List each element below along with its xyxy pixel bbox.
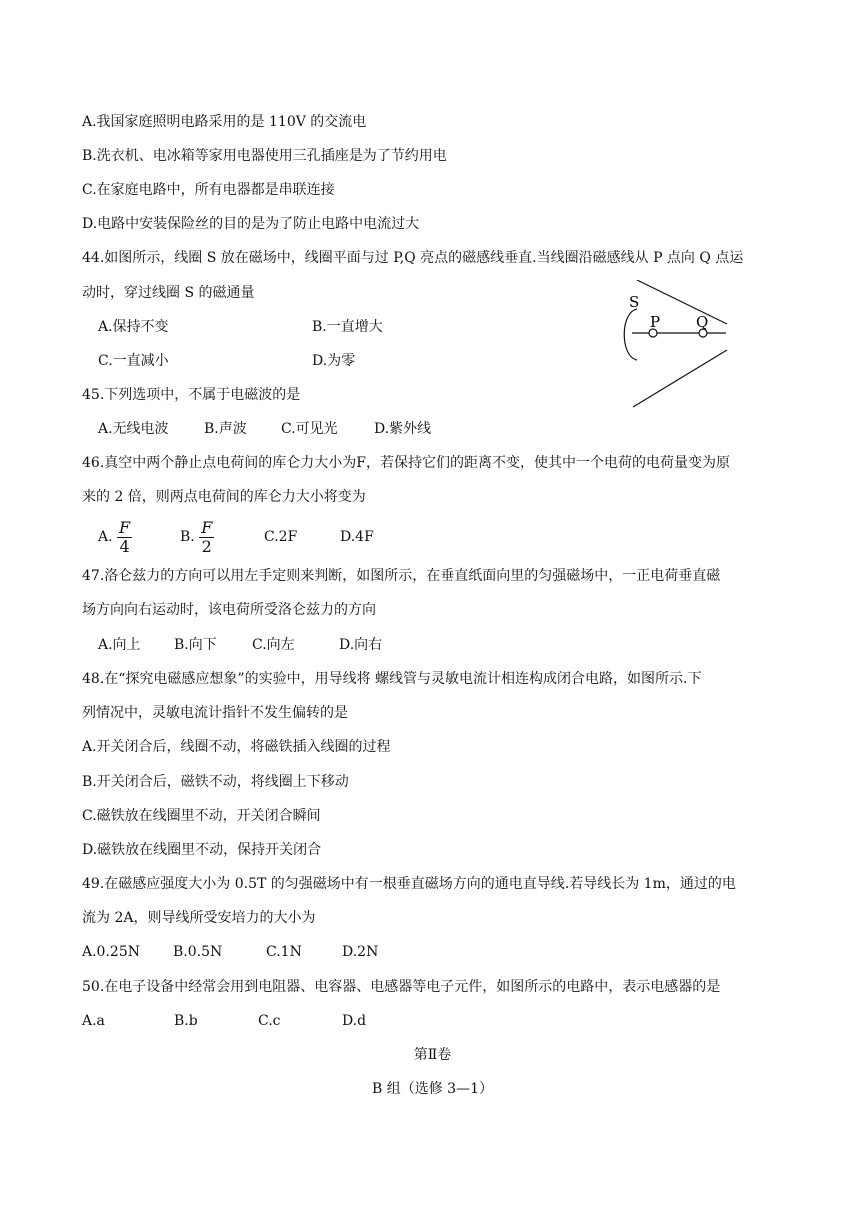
- q44-option-a: A.保持不变: [98, 319, 169, 335]
- q47-option-b: B.向下: [174, 637, 217, 653]
- q46-option-a-fraction: [117, 519, 132, 556]
- section-title: 第Ⅱ卷: [413, 1047, 452, 1063]
- q47-stem-line1: 47.洛仑兹力的方向可以用左手定则来判断，如图所示，在垂直纸面向里的匀强磁场中，一正电荷垂直磁: [82, 568, 721, 584]
- q46-stem-line2: 来的 2 倍，则两点电荷间的库仑力大小将变为: [82, 489, 366, 505]
- q45-option-d: D.紫外线: [374, 421, 432, 437]
- point-label-q: Q: [696, 313, 709, 331]
- q46-option-b-denominator: 2: [201, 536, 212, 556]
- q46-option-b-fraction: [199, 519, 214, 556]
- q50-option-a: A.a: [82, 1013, 105, 1029]
- q44-options-row2: [98, 352, 355, 370]
- q43-option-a: A.我国家庭照明电路采用的是 110V 的交流电: [82, 114, 367, 130]
- q50-stem: 50.在电子设备中经常会用到电阻器、电容器、电感器等电子元件，如图所示的电路中，表示电感器的是: [82, 979, 721, 995]
- q50-options: [82, 1012, 366, 1030]
- q49-option-d: D.2N: [342, 944, 379, 960]
- q49-option-a: A.0.25N: [82, 944, 140, 960]
- q46-option-a-numerator: F: [119, 517, 131, 537]
- q48-stem-line1: 48.在“探究电磁感应想象”的实验中，用导线将 螺线管与灵敏电流计相连构成闭合电路，如图所示.下: [82, 671, 702, 687]
- q45-option-c: C.可见光: [281, 421, 338, 437]
- q50-option-b: B.b: [174, 1013, 198, 1029]
- field-line-lower: [633, 350, 727, 407]
- q47-stem-line2: 场方向向右运动时，该电荷所受洛仑兹力的方向: [82, 602, 376, 618]
- coil-s-shape: [624, 309, 637, 360]
- q48-option-c: C.磁铁放在线圈里不动，开关闭合瞬间: [82, 808, 321, 824]
- q45-option-a: A.无线电波: [98, 421, 169, 437]
- q47-option-c: C.向左: [252, 637, 295, 653]
- q46-option-b-label: B.: [180, 529, 195, 545]
- q50-option-d: D.d: [342, 1013, 367, 1029]
- q44-option-b: B.一直增大: [312, 319, 383, 335]
- q43-option-b: B.洗衣机、电冰箱等家用电器使用三孔插座是为了节约用电: [82, 148, 447, 164]
- q46-option-a-label: A.: [98, 529, 113, 545]
- q46-options: [98, 518, 374, 556]
- q47-option-a: A.向上: [98, 637, 141, 653]
- q44-stem-line2: 动时，穿过线圈 S 的磁通量: [82, 285, 255, 301]
- q45-stem: 45.下列选项中，不属于电磁波的是: [82, 387, 301, 403]
- q43-option-d: D.电路中安装保险丝的目的是为了防止电路中电流过大: [82, 216, 420, 232]
- q46-option-d: D.4F: [340, 529, 374, 545]
- q45-options: [98, 420, 431, 438]
- q49-options: [82, 943, 378, 961]
- q50-option-c: C.c: [258, 1013, 281, 1029]
- q49-option-c: C.1N: [266, 944, 302, 960]
- coil-label-s: S: [629, 293, 640, 311]
- q47-options: [98, 636, 382, 654]
- q48-stem-line2: 列情况中，灵敏电流计指针不发生偏转的是: [82, 705, 348, 721]
- q48-option-d: D.磁铁放在线圈里不动，保持开关闭合: [82, 842, 322, 858]
- q44-coil-field-figure: [610, 280, 740, 415]
- q44-stem-line1: 44.如图所示，线圈 S 放在磁场中，线圈平面与过 P,Q 亮点的磁感线垂直.当线圈沿磁感线从 P 点向 Q 点运: [82, 250, 744, 266]
- q47-option-d: D.向右: [339, 637, 383, 653]
- q43-option-c: C.在家庭电路中，所有电器都是串联连接: [82, 182, 335, 198]
- q46-stem-line1: 46.真空中两个静止点电荷间的库仑力大小为F，若保持它们的距离不变，使其中一个电荷的电荷量变为原: [82, 455, 730, 471]
- q45-option-b: B.声波: [204, 421, 247, 437]
- q44-options-row1: [98, 318, 383, 336]
- q49-option-b: B.0.5N: [173, 944, 223, 960]
- q46-option-c: C.2F: [264, 529, 298, 545]
- q49-stem-line1: 49.在磁感应强度大小为 0.5T 的匀强磁场中有一根垂直磁场方向的通电直导线.若导线长为 1m，通过的电: [82, 876, 736, 892]
- q48-option-a: A.开关闭合后，线圈不动，将磁铁插入线圈的过程: [82, 739, 391, 755]
- q44-option-d: D.为零: [312, 353, 356, 369]
- q46-option-b-numerator: F: [201, 517, 213, 537]
- section-subtitle: B 组（选修 3—1）: [371, 1081, 493, 1097]
- q44-option-c: C.一直减小: [98, 353, 169, 369]
- q46-option-a-denominator: 4: [119, 536, 130, 556]
- point-label-p: P: [650, 313, 661, 331]
- q49-stem-line2: 流为 2A，则导线所受安培力的大小为: [82, 910, 316, 926]
- q48-option-b: B.开关闭合后，磁铁不动，将线圈上下移动: [82, 774, 349, 790]
